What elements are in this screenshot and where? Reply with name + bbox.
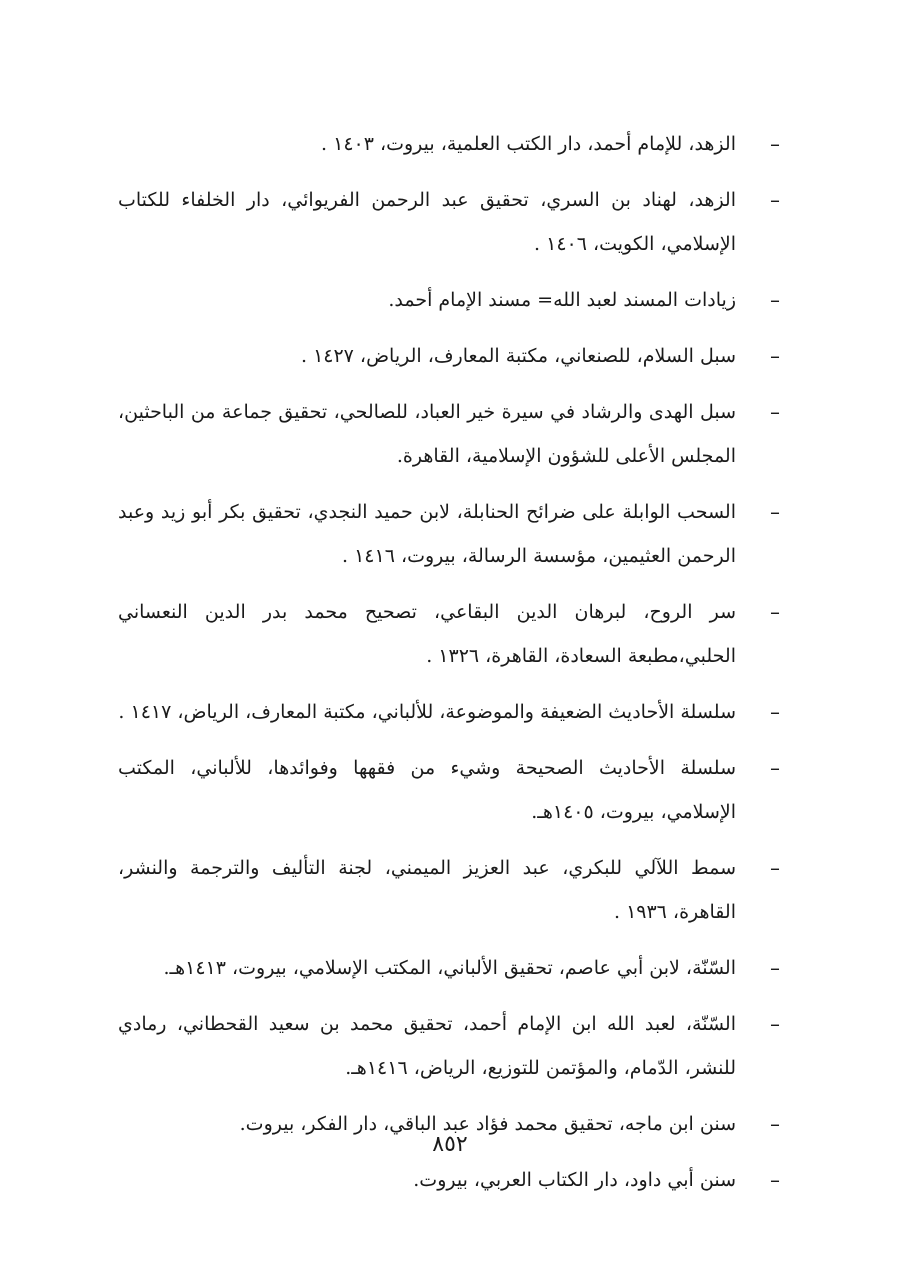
entry-text: السّنّة، لابن أبي عاصم، تحقيق الألباني، المكتب الإسلامي، بيروت، ١٤١٣هـ. — [163, 957, 736, 979]
entry-dash: – — [770, 1112, 780, 1136]
entry-text: الزهد، للإمام أحمد، دار الكتب العلمية، بيروت، ١٤٠٣ . — [321, 133, 736, 155]
page-number: ٨٥٢ — [432, 1132, 468, 1157]
bibliography-entry — [118, 746, 780, 834]
entry-text: السحب الوابلة على ضرائح الحنابلة، لابن حميد النجدي، تحقيق بكر أبو زيد وعبد الرحمن العثيمين، مؤسسة الرسالة، بيروت، ١٤١٦ . — [118, 501, 736, 567]
bibliography-entry — [118, 334, 780, 378]
entry-text: سبل الهدى والرشاد في سيرة خير العباد، للصالحي، تحقيق جماعة من الباحثين، المجلس الأعلى للشؤون الإسلامية، القاهرة. — [118, 401, 736, 467]
entry-text: سنن ابن ماجه، تحقيق محمد فؤاد عبد الباقي، دار الفكر، بيروت. — [239, 1113, 736, 1135]
bibliography-list — [118, 122, 780, 1214]
bibliography-entry — [118, 278, 780, 322]
entry-dash: – — [770, 856, 780, 880]
entry-text: سنن أبي داود، دار الكتاب العربي، بيروت. — [413, 1169, 736, 1191]
bibliography-entry — [118, 490, 780, 578]
entry-dash: – — [770, 344, 780, 368]
entry-dash: – — [770, 400, 780, 424]
entry-dash: – — [770, 1012, 780, 1036]
bibliography-entry — [118, 390, 780, 478]
entry-text: زيادات المسند لعبد الله= مسند الإمام أحمد. — [388, 289, 736, 311]
bibliography-entry — [118, 946, 780, 990]
entry-text: سبل السلام، للصنعاني، مكتبة المعارف، الرياض، ١٤٢٧ . — [300, 345, 736, 367]
entry-text: سلسلة الأحاديث الصحيحة وشيء من فقهها وفوائدها، للألباني، المكتب الإسلامي، بيروت، ١٤٠٥هـ. — [118, 757, 736, 823]
entry-dash: – — [770, 188, 780, 212]
entry-dash: – — [770, 700, 780, 724]
entry-text: الزهد، لهناد بن السري، تحقيق عبد الرحمن الفريوائي، دار الخلفاء للكتاب الإسلامي، الكويت، ١٤٠٦ . — [118, 189, 736, 255]
bibliography-entry — [118, 178, 780, 266]
entry-dash: – — [770, 756, 780, 780]
entry-dash: – — [770, 1168, 780, 1192]
entry-text: سلسلة الأحاديث الضعيفة والموضوعة، للألباني، مكتبة المعارف، الرياض، ١٤١٧ . — [118, 701, 736, 723]
entry-dash: – — [770, 132, 780, 156]
entry-dash: – — [770, 600, 780, 624]
bibliography-entry — [118, 690, 780, 734]
entry-text: سر الروح، لبرهان الدين البقاعي، تصحيح محمد بدر الدين النعساني الحلبي،مطبعة السعادة، القاهرة، ١٣٢٦ . — [118, 601, 736, 667]
entry-dash: – — [770, 956, 780, 980]
entry-dash: – — [770, 288, 780, 312]
entry-dash: – — [770, 500, 780, 524]
entry-text: سمط اللآلي للبكري، عبد العزيز الميمني، لجنة التأليف والترجمة والنشر، القاهرة، ١٩٣٦ . — [118, 857, 736, 923]
bibliography-entry — [118, 122, 780, 166]
bibliography-entry — [118, 590, 780, 678]
bibliography-entry — [118, 1002, 780, 1090]
bibliography-entry — [118, 846, 780, 934]
entry-text: السّنّة، لعبد الله ابن الإمام أحمد، تحقيق محمد بن سعيد القحطاني، رمادي للنشر، الدّمام، والمؤتمن للتوزيع، الرياض، ١٤١٦هـ. — [118, 1013, 736, 1079]
bibliography-entry — [118, 1158, 780, 1202]
